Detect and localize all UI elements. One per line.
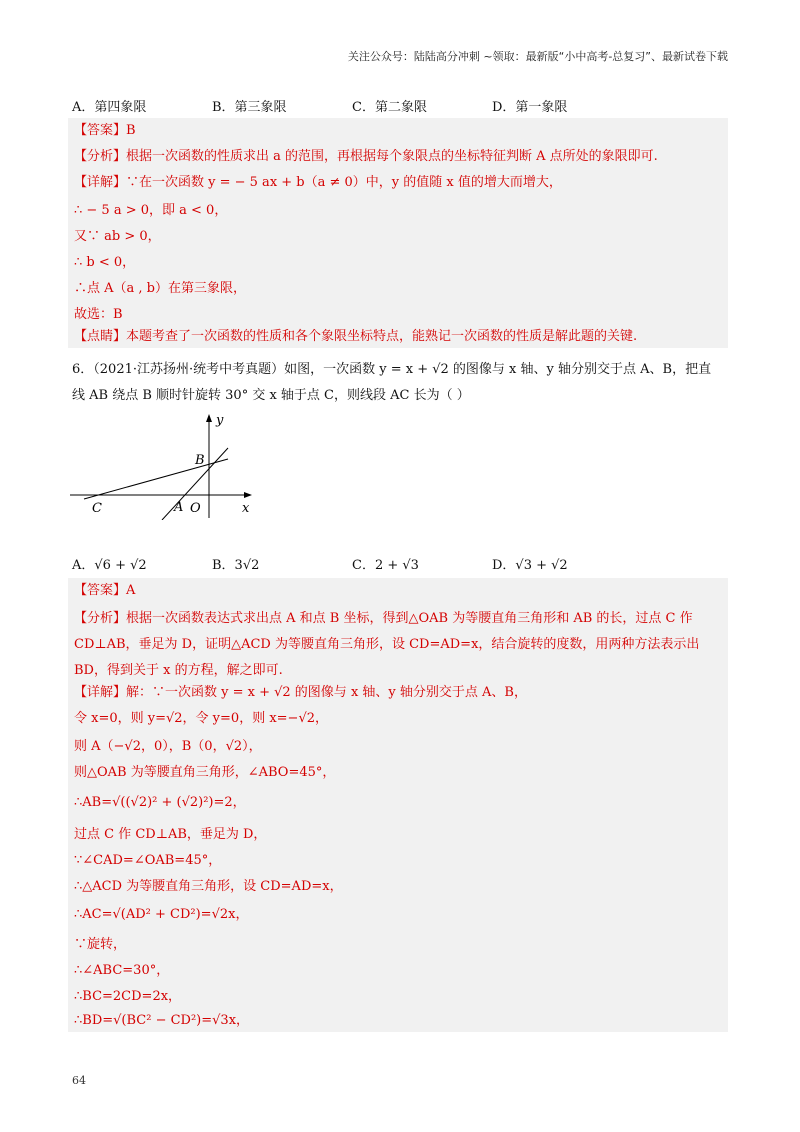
q6-stem-line: 线 AB 绕点 B 顺时针旋转 30° 交 x 轴于点 C，则线段 AC 长为（ ） xyxy=(72,388,470,403)
q5-remark: 【点睛】本题考查了一次函数的性质和各个象限坐标特点，能熟记一次函数的性质是解此题的关键. xyxy=(74,329,638,344)
y-axis-arrow xyxy=(206,414,212,422)
q5-detail-line: 又∵ ab > 0， xyxy=(74,229,161,244)
q5-option-c: C．第二象限 xyxy=(352,100,427,115)
q6-detail-line: 则 A（−√2，0），B（0，√2）， xyxy=(74,739,262,754)
q6-option-d: D．√3 + √2 xyxy=(492,558,568,573)
q6-detail-line: 则△OAB 为等腰直角三角形，∠ABO=45°， xyxy=(74,765,336,780)
label-a: A xyxy=(174,500,184,515)
q6-detail-line: ∴△ACD 为等腰直角三角形，设 CD=AD=x， xyxy=(74,879,343,894)
q6-detail-line: 【详解】解：∵一次函数 y = x + √2 的图像与 x 轴、y 轴分别交于点 A、B， xyxy=(74,685,527,700)
q6-detail-line: ∴AC=√(AD² + CD²)=√2x， xyxy=(74,907,249,922)
q6-option-b: B．3√2 xyxy=(212,558,260,573)
q6-graph-figure xyxy=(70,410,270,520)
q6-detail-line: ∵旋转， xyxy=(74,937,127,952)
q5-detail-line: 【详解】∵在一次函数 y = − 5 ax + b（a ≠ 0）中，y 的值随 x 值的增大而增大， xyxy=(74,175,562,190)
label-c: C xyxy=(92,501,102,516)
q6-analysis: 【分析】根据一次函数表达式求出点 A 和点 B 坐标，得到△OAB 为等腰直角三角形和 AB 的长，过点 C 作 CD⊥AB，垂足为 D，证明△ACD 为等腰直角三角形，设 CD=AD=x，结合旋转的度数，用两种方法表示出 BD，得到关于 x 的方程，解之即可. xyxy=(74,611,700,678)
label-o: O xyxy=(190,501,201,516)
q6-detail-line: 令 x=0，则 y=√2，令 y=0，则 x=−√2， xyxy=(74,711,328,726)
label-b: B xyxy=(195,453,205,468)
q6-stem-line: 6．（2021·江苏扬州·统考中考真题）如图，一次函数 y = x + √2 的图像与 x 轴、y 轴分别交于点 A、B，把直 xyxy=(72,362,712,377)
q5-detail-line: 故选：B xyxy=(74,307,123,322)
label-y: y xyxy=(216,413,224,428)
page-number: 64 xyxy=(72,1074,86,1087)
q6-option-a: A．√6 + √2 xyxy=(72,558,147,573)
q6-detail-line: 过点 C 作 CD⊥AB，垂足为 D， xyxy=(74,827,267,842)
q5-detail-line: ∴ b < 0， xyxy=(74,255,136,270)
q5-option-d: D．第一象限 xyxy=(492,100,568,115)
q6-answer: 【答案】A xyxy=(74,583,136,598)
q5-detail-line: ∴ − 5 a > 0，即 a < 0， xyxy=(74,203,228,218)
q5-answer: 【答案】B xyxy=(74,123,136,138)
q5-analysis: 【分析】根据一次函数的性质求出 a 的范围，再根据每个象限点的坐标特征判断 A 点所处的象限即可. xyxy=(74,149,658,164)
q6-detail-line: ∵∠CAD=∠OAB=45°， xyxy=(74,853,222,868)
q5-option-b: B．第三象限 xyxy=(212,100,287,115)
q5-option-a: A．第四象限 xyxy=(72,100,147,115)
label-x: x xyxy=(242,501,250,516)
q6-option-c: C．2 + √3 xyxy=(352,558,419,573)
line-cb xyxy=(84,459,228,499)
q5-detail-line: ∴点 A（a , b）在第三象限， xyxy=(74,281,246,296)
page-header: 关注公众号：陆陆高分冲刺 ~领取：最新版“小中高考-总复习”、最新试卷下载 xyxy=(347,50,728,63)
q6-detail-line: ∴∠ABC=30°， xyxy=(74,963,170,978)
q6-solution-block xyxy=(68,578,728,1032)
q6-detail-line: ∴BD=√(BC² − CD²)=√3x， xyxy=(74,1013,250,1028)
x-axis-arrow xyxy=(244,492,252,498)
q6-detail-line: ∴AB=√((√2)² + (√2)²)=2， xyxy=(74,795,246,810)
q6-detail-line: ∴BC=2CD=2x， xyxy=(74,989,182,1004)
q5-solution-block xyxy=(68,118,728,348)
